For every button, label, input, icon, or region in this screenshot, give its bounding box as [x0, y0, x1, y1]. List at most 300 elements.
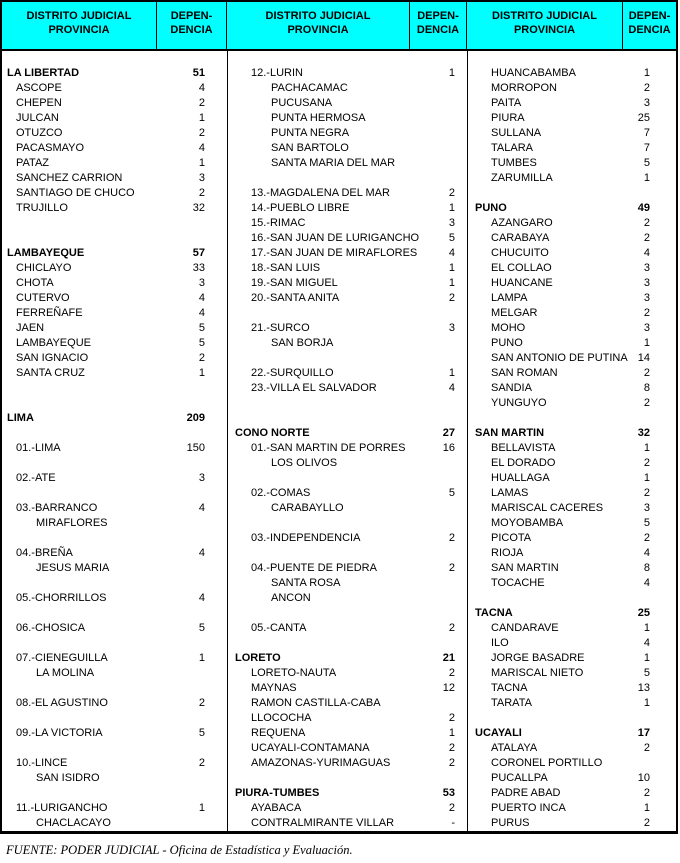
dependency-count: 2	[643, 217, 650, 229]
province-label: UCAYALI-CONTAMANA	[251, 742, 370, 754]
spacer-row	[2, 381, 227, 396]
spacer-row	[228, 396, 467, 411]
table-row	[468, 801, 676, 816]
province-label: CHOTA	[16, 277, 54, 289]
dependency-count: 49	[637, 202, 650, 214]
province-label: 03.-INDEPENDENCIA	[251, 532, 361, 544]
dependency-count: 1	[643, 652, 650, 664]
province-label: ATALAYA	[491, 742, 538, 754]
province-label: PURUS	[491, 817, 530, 829]
table-row	[228, 216, 467, 231]
dependency-count: 3	[643, 502, 650, 514]
table-row	[2, 561, 227, 576]
province-label: 21.-SURCO	[251, 322, 310, 334]
spacer-row	[2, 231, 227, 246]
dependency-count: 2	[643, 817, 650, 829]
dependency-count: 2	[643, 532, 650, 544]
province-label: JULCAN	[16, 112, 59, 124]
dependency-count: 1	[643, 337, 650, 349]
province-label: AZANGARO	[491, 217, 553, 229]
dependency-count: 32	[192, 202, 205, 214]
spacer-row	[468, 711, 676, 726]
spacer-row	[228, 771, 467, 786]
province-label: SANTA CRUZ	[16, 367, 85, 379]
province-label: CHICLAYO	[16, 262, 72, 274]
dependency-count: 2	[198, 352, 205, 364]
province-label: HUANCANE	[491, 277, 553, 289]
table-row	[228, 786, 467, 801]
dependency-count: 1	[643, 172, 650, 184]
province-label: 04.-BREÑA	[16, 547, 73, 559]
dependency-count: 4	[448, 382, 455, 394]
dependency-count: 3	[448, 217, 455, 229]
spacer-row	[2, 486, 227, 501]
province-label: EL DORADO	[491, 457, 556, 469]
province-label: LLOCOCHA	[251, 712, 312, 724]
province-label: LA LIBERTAD	[7, 67, 80, 79]
dependency-count: 1	[198, 367, 205, 379]
table-row	[468, 291, 676, 306]
table-row	[2, 696, 227, 711]
table-row	[2, 666, 227, 681]
province-label: PACHACAMAC	[271, 82, 348, 94]
table-row	[2, 306, 227, 321]
province-label: LAMAS	[491, 487, 529, 499]
dependency-count: 1	[448, 277, 455, 289]
dependency-count: 33	[192, 262, 205, 274]
dependency-count: 5	[198, 322, 205, 334]
table-row	[2, 771, 227, 786]
header-dependency-3	[623, 2, 676, 51]
table-row	[468, 216, 676, 231]
province-label: PUNTA NEGRA	[271, 127, 350, 139]
dependency-count: 25	[637, 607, 650, 619]
province-label: TRUJILLO	[16, 202, 68, 214]
dependency-count: 4	[198, 142, 205, 154]
province-label: REQUENA	[251, 727, 306, 739]
table-row	[468, 576, 676, 591]
dependency-count: 5	[448, 232, 455, 244]
province-label: CARABAYLLO	[271, 502, 344, 514]
dependency-count: 21	[442, 652, 455, 664]
province-label: SANDIA	[491, 382, 532, 394]
dependency-count: -	[451, 817, 455, 829]
header-district-province-3	[467, 2, 623, 51]
table-row	[2, 96, 227, 111]
province-label: PUERTO INCA	[491, 802, 566, 814]
table-row	[228, 336, 467, 351]
province-label: PAITA	[491, 97, 522, 109]
table-row	[468, 336, 676, 351]
table-row	[468, 726, 676, 741]
dependency-count: 5	[448, 487, 455, 499]
table-row	[228, 741, 467, 756]
spacer-row	[2, 741, 227, 756]
dependency-count: 2	[643, 307, 650, 319]
spacer-row	[228, 351, 467, 366]
dependency-count: 1	[448, 727, 455, 739]
province-label: 02.-ATE	[16, 472, 56, 484]
dependency-count: 5	[198, 337, 205, 349]
table-row	[228, 426, 467, 441]
province-label: OTUZCO	[16, 127, 63, 139]
table-row	[468, 546, 676, 561]
province-label: MELGAR	[491, 307, 538, 319]
province-label: TACNA	[491, 682, 528, 694]
table-row	[468, 246, 676, 261]
table-row	[228, 816, 467, 831]
table-header	[2, 2, 676, 51]
table-row	[468, 96, 676, 111]
table-row	[468, 396, 676, 411]
dependency-count: 4	[643, 547, 650, 559]
table-row	[228, 381, 467, 396]
dependency-count: 5	[643, 517, 650, 529]
table-row	[468, 741, 676, 756]
table-row	[2, 501, 227, 516]
table-row	[2, 546, 227, 561]
table-row	[468, 651, 676, 666]
table-row	[2, 366, 227, 381]
table-row	[468, 786, 676, 801]
province-label: MORROPON	[491, 82, 557, 94]
province-label: 03.-BARRANCO	[16, 502, 98, 514]
province-label: MOHO	[491, 322, 526, 334]
header-district-province-1	[2, 2, 157, 51]
dependency-count: 1	[448, 262, 455, 274]
spacer-row	[468, 591, 676, 606]
spacer-row	[2, 456, 227, 471]
table-row	[228, 81, 467, 96]
province-label: 02.-COMAS	[251, 487, 311, 499]
province-label: AMAZONAS-YURIMAGUAS	[251, 757, 391, 769]
table-row	[228, 66, 467, 81]
dependency-count: 2	[448, 292, 455, 304]
dependency-count: 5	[198, 622, 205, 634]
table-column-2	[228, 66, 467, 831]
province-label: JORGE BASADRE	[491, 652, 585, 664]
province-label: CHACLACAYO	[36, 817, 111, 829]
province-label: PIURA-TUMBES	[235, 787, 320, 799]
table-row	[468, 126, 676, 141]
table-row	[468, 666, 676, 681]
province-label: CHEPEN	[16, 97, 62, 109]
table-row	[228, 231, 467, 246]
table-row	[468, 81, 676, 96]
province-label: 18.-SAN LUIS	[251, 262, 321, 274]
table-row	[228, 261, 467, 276]
table-row	[468, 771, 676, 786]
dependency-count: 4	[198, 82, 205, 94]
province-label: 08.-EL AGUSTINO	[16, 697, 108, 709]
table-row	[468, 306, 676, 321]
province-label: PUCUSANA	[271, 97, 333, 109]
province-label: SAN IGNACIO	[16, 352, 89, 364]
table-row	[2, 291, 227, 306]
province-label: HUALLAGA	[491, 472, 550, 484]
table-row	[228, 111, 467, 126]
province-label: LIMA	[7, 412, 34, 424]
header-dependency-1	[157, 2, 227, 51]
dependency-count: 2	[448, 712, 455, 724]
spacer-row	[228, 306, 467, 321]
table-row	[228, 291, 467, 306]
dependency-count: 13	[637, 682, 650, 694]
table-row	[228, 531, 467, 546]
dependency-count: 2	[198, 697, 205, 709]
source-note: FUENTE: PODER JUDICIAL - Oficina de Estadística y Evaluación.	[6, 843, 353, 857]
dependency-count: 4	[643, 247, 650, 259]
spacer-row	[2, 681, 227, 696]
table-row	[228, 711, 467, 726]
dependency-count: 1	[198, 112, 205, 124]
province-label: 23.-VILLA EL SALVADOR	[251, 382, 377, 394]
dependency-count: 32	[637, 427, 650, 439]
province-label: SULLANA	[491, 127, 542, 139]
province-label: AYABACA	[251, 802, 302, 814]
table-row	[2, 156, 227, 171]
province-label: SAN BORJA	[271, 337, 334, 349]
dependency-count: 2	[643, 367, 650, 379]
province-label: PUCALLPA	[491, 772, 548, 784]
dependency-count: 25	[637, 112, 650, 124]
dependency-count: 4	[198, 292, 205, 304]
dependency-count: 57	[192, 247, 205, 259]
table-row	[228, 801, 467, 816]
dependency-count: 209	[186, 412, 205, 424]
dependency-count: 2	[448, 562, 455, 574]
table-row	[468, 156, 676, 171]
province-label: LORETO	[235, 652, 281, 664]
province-label: SAN MARTIN	[475, 427, 545, 439]
dependency-count: 3	[643, 322, 650, 334]
dependency-count: 3	[448, 322, 455, 334]
table-row	[468, 141, 676, 156]
province-label: SANTA ROSA	[271, 577, 341, 589]
table-row	[2, 816, 227, 831]
province-label: ANCON	[271, 592, 311, 604]
spacer-row	[228, 606, 467, 621]
table-row	[228, 756, 467, 771]
dependency-count: 4	[643, 637, 650, 649]
table-row	[468, 276, 676, 291]
table-row	[2, 441, 227, 456]
dependency-count: 3	[643, 262, 650, 274]
province-label: HUANCABAMBA	[491, 67, 576, 79]
table-row	[2, 201, 227, 216]
spacer-row	[228, 636, 467, 651]
province-label: MARISCAL NIETO	[491, 667, 584, 679]
header-dependency-label-line1: DEPEN-	[417, 10, 459, 22]
table-row	[468, 606, 676, 621]
table-row	[228, 486, 467, 501]
province-label: MAYNAS	[251, 682, 297, 694]
spacer-row	[2, 396, 227, 411]
table-row	[228, 186, 467, 201]
spacer-row	[228, 411, 467, 426]
header-province-label: PROVINCIA	[513, 24, 576, 36]
table-row	[468, 696, 676, 711]
spacer-row	[2, 711, 227, 726]
province-label: MOYOBAMBA	[491, 517, 564, 529]
province-label: PICOTA	[491, 532, 532, 544]
province-label: PATAZ	[16, 157, 49, 169]
dependency-count: 2	[643, 232, 650, 244]
dependency-count: 10	[637, 772, 650, 784]
spacer-row	[468, 186, 676, 201]
table-row	[228, 591, 467, 606]
dependency-count: 2	[198, 757, 205, 769]
table-row	[228, 561, 467, 576]
province-label: 17.-SAN JUAN DE MIRAFLORES	[251, 247, 418, 259]
province-label: 10.-LINCE	[16, 757, 68, 769]
province-label: CORONEL PORTILLO	[491, 757, 603, 769]
table-row	[228, 366, 467, 381]
dependency-count: 3	[643, 277, 650, 289]
dependency-count: 2	[448, 532, 455, 544]
table-row	[468, 231, 676, 246]
dependency-count: 7	[643, 127, 650, 139]
province-label: SAN MARTIN	[491, 562, 559, 574]
dependency-count: 1	[643, 67, 650, 79]
table-row	[228, 246, 467, 261]
table-row	[468, 681, 676, 696]
dependency-count: 1	[198, 157, 205, 169]
province-label: 05.-CANTA	[251, 622, 307, 634]
table-row	[2, 351, 227, 366]
table-row	[468, 441, 676, 456]
province-label: SANTA MARIA DEL MAR	[271, 157, 396, 169]
dependency-count: 2	[643, 82, 650, 94]
table-row	[2, 186, 227, 201]
table-row	[228, 726, 467, 741]
header-dependency-label-line1: DEPEN-	[628, 10, 671, 22]
table-row	[2, 126, 227, 141]
spacer-row	[2, 531, 227, 546]
province-label: MARISCAL CACERES	[491, 502, 604, 514]
province-label: JESUS MARIA	[36, 562, 110, 574]
province-label: TACNA	[475, 607, 513, 619]
dependency-count: 51	[192, 67, 205, 79]
table-row	[468, 531, 676, 546]
province-label: SAN BARTOLO	[271, 142, 349, 154]
table-row	[468, 366, 676, 381]
table-row	[468, 516, 676, 531]
spacer-row	[2, 636, 227, 651]
table-row	[228, 276, 467, 291]
table-row	[228, 96, 467, 111]
province-label: 01.-SAN MARTIN DE PORRES	[251, 442, 406, 454]
table-row	[2, 516, 227, 531]
table-row	[228, 681, 467, 696]
table-row	[2, 81, 227, 96]
table-row	[468, 381, 676, 396]
spacer-row	[2, 426, 227, 441]
table-row	[468, 261, 676, 276]
header-province-label: PROVINCIA	[48, 24, 110, 36]
table-row	[2, 471, 227, 486]
header-dependency-2	[410, 2, 467, 51]
dependency-count: 2	[448, 622, 455, 634]
dependency-count: 5	[643, 667, 650, 679]
province-label: BELLAVISTA	[491, 442, 556, 454]
dependency-count: 1	[643, 442, 650, 454]
dependency-count: 2	[643, 742, 650, 754]
dependency-count: 1	[448, 367, 455, 379]
table-row	[228, 321, 467, 336]
table-row	[2, 261, 227, 276]
province-label: PIURA	[491, 112, 525, 124]
table-row	[2, 726, 227, 741]
province-label: LAMBAYEQUE	[7, 247, 85, 259]
province-label: CUTERVO	[16, 292, 70, 304]
province-label: 12.-LURIN	[251, 67, 303, 79]
table-row	[228, 501, 467, 516]
spacer-row	[2, 786, 227, 801]
province-label: 15.-RIMAC	[251, 217, 306, 229]
table-row	[468, 201, 676, 216]
dependency-count: 150	[186, 442, 205, 454]
province-label: 07.-CIENEGUILLA	[16, 652, 108, 664]
province-label: CONTRALMIRANTE VILLAR	[251, 817, 395, 829]
dependency-count: 4	[448, 247, 455, 259]
province-label: LAMPA	[491, 292, 528, 304]
province-label: SAN ROMAN	[491, 367, 558, 379]
table-row	[2, 621, 227, 636]
province-label: LOS OLIVOS	[271, 457, 338, 469]
province-label: 14.-PUEBLO LIBRE	[251, 202, 350, 214]
dependency-count: 1	[448, 67, 455, 79]
dependency-count: 4	[198, 547, 205, 559]
table-column-3	[468, 66, 676, 831]
province-label: ZARUMILLA	[491, 172, 553, 184]
dependency-count: 2	[643, 397, 650, 409]
table-row	[2, 321, 227, 336]
province-label: SANTIAGO DE CHUCO	[16, 187, 135, 199]
table-row	[468, 456, 676, 471]
table-row	[2, 276, 227, 291]
header-district-label: DISTRITO JUDICIAL	[265, 10, 371, 22]
table-row	[228, 126, 467, 141]
province-label: JAEN	[16, 322, 45, 334]
header-dependency-label-line2: DENCIA	[170, 24, 213, 36]
table-row	[468, 171, 676, 186]
table-row	[228, 651, 467, 666]
spacer-row	[2, 576, 227, 591]
table-row	[2, 141, 227, 156]
table-row	[2, 651, 227, 666]
table-row	[2, 66, 227, 81]
header-province-label: PROVINCIA	[287, 24, 349, 36]
dependency-count: 2	[448, 757, 455, 769]
header-dependency-label-line1: DEPEN-	[170, 10, 213, 22]
province-label: 11.-LURIGANCHO	[16, 802, 108, 814]
table-row	[228, 201, 467, 216]
province-label: ILO	[491, 637, 509, 649]
dependency-count: 1	[643, 472, 650, 484]
dependency-count: 2	[198, 187, 205, 199]
dependency-count: 7	[643, 142, 650, 154]
dependency-count: 2	[198, 127, 205, 139]
dependency-count: 3	[198, 172, 205, 184]
province-label: LAMBAYEQUE	[16, 337, 91, 349]
dependency-count: 3	[643, 292, 650, 304]
province-label: CONO NORTE	[235, 427, 310, 439]
table-row	[228, 696, 467, 711]
province-label: SANCHEZ CARRION	[16, 172, 123, 184]
table-row	[468, 621, 676, 636]
province-label: SAN ISIDRO	[36, 772, 100, 784]
